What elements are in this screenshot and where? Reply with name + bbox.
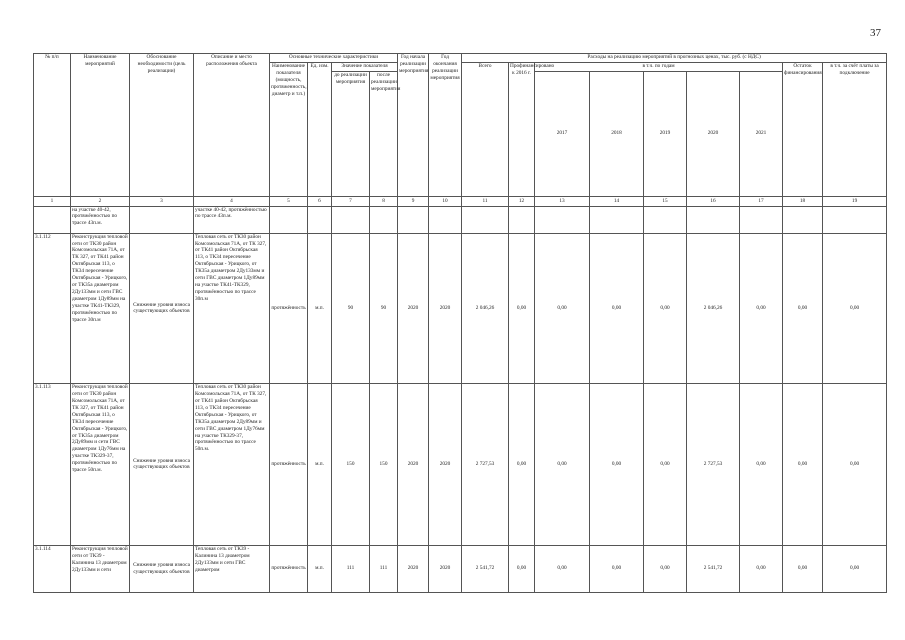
column-number: 17 bbox=[740, 196, 783, 206]
col-header-year-2020: 2020 bbox=[687, 72, 740, 196]
column-number: 7 bbox=[332, 196, 370, 206]
table-row bbox=[34, 545, 887, 592]
row-before: 150 bbox=[332, 384, 370, 546]
row-start: 2020 bbox=[398, 545, 429, 592]
row-unit: м.п. bbox=[308, 233, 332, 384]
col-header-justification: Обоснование необходимости (цель реализации) bbox=[130, 54, 194, 197]
row-y2019: 0,00 bbox=[644, 384, 687, 546]
row-end: 2020 bbox=[429, 384, 462, 546]
col-header-tech-values: Значение показателя bbox=[332, 63, 398, 72]
col-header-total: Всего bbox=[462, 63, 509, 196]
row-remaining: 0,00 bbox=[783, 233, 823, 384]
col-header-year-end: Год окончания реализации мероприятия bbox=[429, 54, 462, 197]
col-header-before: до реализации мероприятия bbox=[332, 72, 370, 196]
col-header-tech-group: Основные технические характеристики bbox=[270, 54, 398, 63]
row-y2018: 0,00 bbox=[590, 545, 644, 592]
row-total: 2 046,26 bbox=[462, 233, 509, 384]
row-y2017: 0,00 bbox=[535, 545, 590, 592]
column-number: 9 bbox=[398, 196, 429, 206]
row-goal: Снижение уровня износа существующих объектов bbox=[130, 384, 194, 546]
column-number: 18 bbox=[783, 196, 823, 206]
page-number: 37 bbox=[870, 27, 881, 39]
row-name: Реконструкция тепловой сети от ТК39 - Калинина 13 диаметром 2Ду133мм и сети bbox=[71, 545, 130, 592]
row-y2018: 0,00 bbox=[590, 233, 644, 384]
row-unit: м.п. bbox=[308, 384, 332, 546]
col-header-name: Наименование мероприятий bbox=[71, 54, 130, 197]
row-end: 2020 bbox=[429, 545, 462, 592]
column-number: 3 bbox=[130, 196, 194, 206]
col-header-tech-unit: Ед. изм. bbox=[308, 63, 332, 196]
row-after: 111 bbox=[370, 545, 398, 592]
column-number: 6 bbox=[308, 196, 332, 206]
row-fee: 0,00 bbox=[823, 545, 887, 592]
col-header-year-2018: 2018 bbox=[590, 72, 644, 196]
row-before: 111 bbox=[332, 545, 370, 592]
row-y2021: 0,00 bbox=[740, 384, 783, 546]
continuation-location: участке 40-42, протяжённостью по трассе 43п.м. bbox=[194, 206, 270, 233]
col-header-costs-group: Расходы на реализацию мероприятий в прогнозных ценах, тыс. руб. (с НДС) bbox=[462, 54, 887, 63]
col-header-after: после реализации мероприятия bbox=[370, 72, 398, 196]
row-remaining: 0,00 bbox=[783, 384, 823, 546]
column-number: 11 bbox=[462, 196, 509, 206]
column-number: 16 bbox=[687, 196, 740, 206]
row-y2020: 2 046,26 bbox=[687, 233, 740, 384]
column-number: 1 bbox=[34, 196, 71, 206]
table-row bbox=[34, 233, 887, 384]
column-number: 2 bbox=[71, 196, 130, 206]
col-header-connection-fee: в т.ч. за счёт платы за подключение bbox=[823, 63, 887, 196]
row-after: 150 bbox=[370, 384, 398, 546]
col-header-year-start: Год начала реализации мероприятия bbox=[398, 54, 429, 197]
row-location: Тепловая сеть от ТК39 - Калинина 13 диаметром 2Ду133мм и сети ГВС диаметром bbox=[194, 545, 270, 592]
row-indicator: протяжённость bbox=[270, 384, 308, 546]
column-number: 15 bbox=[644, 196, 687, 206]
continuation-name: на участке 40-42, протяжённостью по трассе 43п.м. bbox=[71, 206, 130, 233]
col-header-by-years: в т.ч. по годам bbox=[535, 63, 783, 72]
row-unit: м.п. bbox=[308, 545, 332, 592]
col-header-num: № п/п bbox=[34, 54, 71, 197]
column-number: 14 bbox=[590, 196, 644, 206]
row-start: 2020 bbox=[398, 233, 429, 384]
row-y2021: 0,00 bbox=[740, 233, 783, 384]
row-y2017: 0,00 bbox=[535, 233, 590, 384]
row-remaining: 0,00 bbox=[783, 545, 823, 592]
row-indicator: протяжённость bbox=[270, 233, 308, 384]
row-goal: Снижение уровня износа существующих объектов bbox=[130, 233, 194, 384]
row-num: 3.1.114 bbox=[34, 545, 71, 592]
row-total: 2 727,53 bbox=[462, 384, 509, 546]
column-number: 8 bbox=[370, 196, 398, 206]
row-location: Тепловая сеть от ТК30 район Комсомольская 71А, от ТК 327, от ТК41 район Октябрьская 113, о ТК34 пересечение Октябрьская - Урицкого, от ТК35а диаметром 2Ду89мм и сети ГВС диаметром 1Ду76мм на участке ТК329-37, протяжённостью по трассе 50п.м. bbox=[194, 384, 270, 546]
col-header-year-2017: 2017 bbox=[535, 72, 590, 196]
row-end: 2020 bbox=[429, 233, 462, 384]
row-y2017: 0,00 bbox=[535, 384, 590, 546]
row-y2018: 0,00 bbox=[590, 384, 644, 546]
row-financed: 0,00 bbox=[509, 384, 535, 546]
row-y2020: 2 727,53 bbox=[687, 384, 740, 546]
investment-table bbox=[33, 53, 887, 593]
col-header-tech-name: Наименование показателя (мощность, протяженность, диаметр и т.п.) bbox=[270, 63, 308, 196]
row-y2020: 2 541,72 bbox=[687, 545, 740, 592]
col-header-financed: Профинансировано к 2016 г. bbox=[509, 63, 535, 196]
row-goal: Снижение уровня износа существующих объектов bbox=[130, 545, 194, 592]
column-number: 4 bbox=[194, 196, 270, 206]
row-fee: 0,00 bbox=[823, 384, 887, 546]
col-header-remaining: Остаток финансирования bbox=[783, 63, 823, 196]
row-y2019: 0,00 bbox=[644, 545, 687, 592]
column-number: 10 bbox=[429, 196, 462, 206]
col-header-year-2021: 2021 bbox=[740, 72, 783, 196]
row-total: 2 541,72 bbox=[462, 545, 509, 592]
column-numbers-row bbox=[34, 196, 887, 206]
column-number: 13 bbox=[535, 196, 590, 206]
row-y2021: 0,00 bbox=[740, 545, 783, 592]
row-name: Реконструкция тепловой сети от ТК30 район Комсомольская 71А, от ТК 327, от ТК41 район Октябрьская 113, о ТК34 пересечение Октябрьская - Урицкого, от ТК35а диаметром 2Ду133мм и сети ГВС диаметром 1Ду89мм на участке ТК41-ТК329, протяжённостью по трассе 30п.м bbox=[71, 233, 130, 384]
table-row bbox=[34, 384, 887, 546]
row-fee: 0,00 bbox=[823, 233, 887, 384]
column-number: 5 bbox=[270, 196, 308, 206]
row-y2019: 0,00 bbox=[644, 233, 687, 384]
row-before: 90 bbox=[332, 233, 370, 384]
row-after: 90 bbox=[370, 233, 398, 384]
row-indicator: протяжённость bbox=[270, 545, 308, 592]
row-name: Реконструкция тепловой сети от ТК30 район Комсомольская 71А, от ТК 327, от ТК41 район Октябрьская 113, о ТК34 пересечение Октябрьская - Урицкого, от ТК35а диаметром 2Ду89мм и сети ГВС диаметром 1Ду76мм на участке ТК329-37, протяжённостью по трассе 50п.м. bbox=[71, 384, 130, 546]
col-header-location: Описание и место расположения объекта bbox=[194, 54, 270, 197]
col-header-year-2019: 2019 bbox=[644, 72, 687, 196]
row-start: 2020 bbox=[398, 384, 429, 546]
table-row-continuation bbox=[34, 206, 887, 233]
row-financed: 0,00 bbox=[509, 545, 535, 592]
column-number: 12 bbox=[509, 196, 535, 206]
row-location: Тепловая сеть от ТК30 район Комсомольская 71А, от ТК 327, от ТК41 район Октябрьская 113, о ТК34 пересечение Октябрьская - Урицкого, от ТК35а диаметром 2Ду133мм и сети ГВС диаметром 1Ду89мм на участке ТК41-ТК329, протяжённостью по трассе 30п.м bbox=[194, 233, 270, 384]
row-num: 3.1.113 bbox=[34, 384, 71, 546]
row-num: 3.1.112 bbox=[34, 233, 71, 384]
row-financed: 0,00 bbox=[509, 233, 535, 384]
column-number: 19 bbox=[823, 196, 887, 206]
